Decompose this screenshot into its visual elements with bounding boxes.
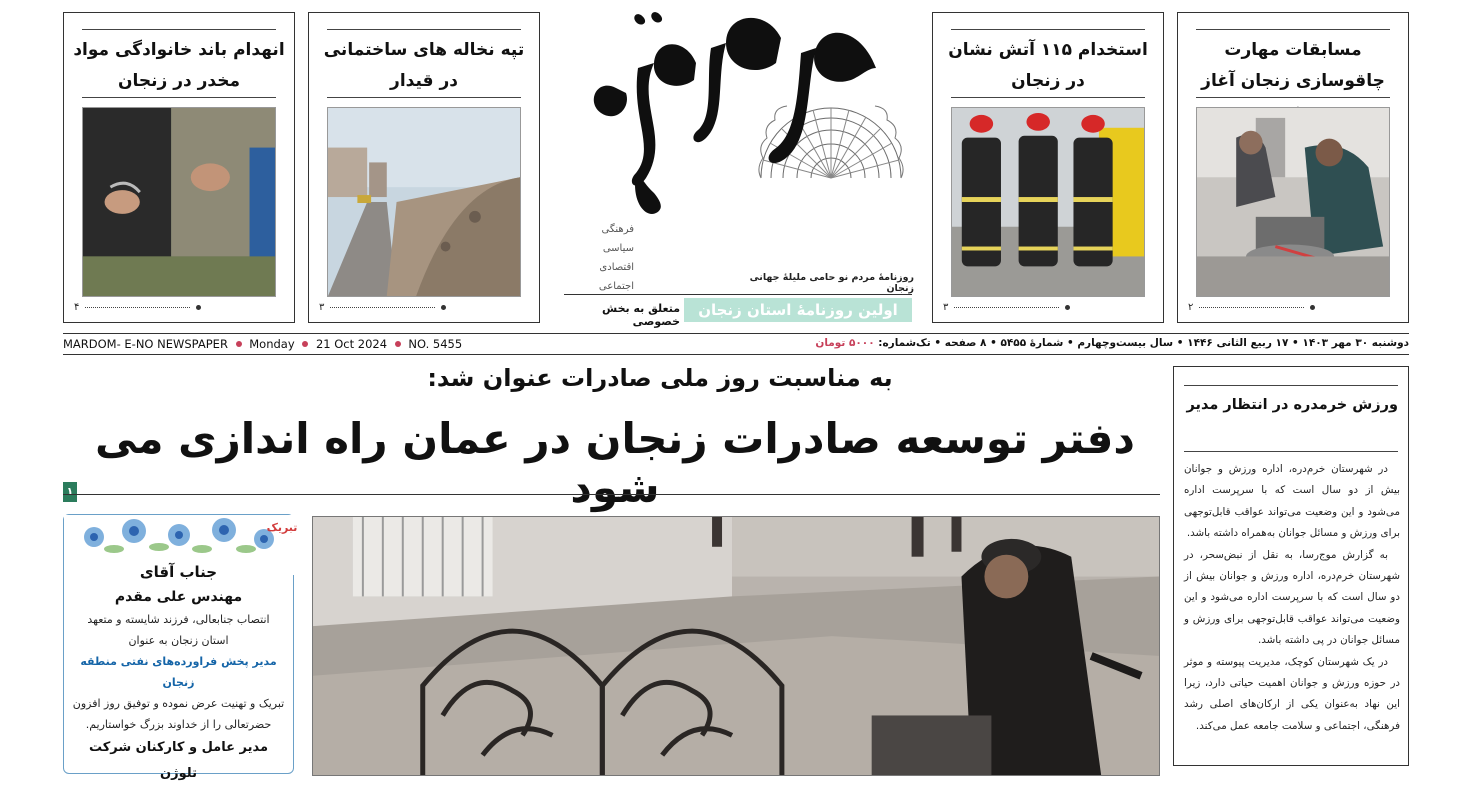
- bullet-icon: [395, 341, 401, 347]
- divider: [951, 29, 1145, 30]
- divider: [951, 97, 1145, 98]
- page-ref[interactable]: [319, 302, 446, 313]
- teaser-drug-gang[interactable]: [63, 12, 295, 323]
- teaser-firefighters[interactable]: [932, 12, 1164, 323]
- bullet-icon: [196, 305, 201, 310]
- lead-photo[interactable]: [312, 516, 1160, 776]
- teaser-debris[interactable]: [308, 12, 540, 323]
- dateline-persian: [815, 337, 1409, 349]
- mardom-e-no-logo: [576, 8, 916, 228]
- price: ۵۰۰۰ تومان: [815, 337, 875, 349]
- bullet-icon: [302, 341, 308, 347]
- bullet-icon: [236, 341, 242, 347]
- divider: [1196, 29, 1390, 30]
- divider: [327, 97, 521, 98]
- divider: [63, 494, 1160, 495]
- ad-text: تبریک و تهنیت عرض نموده و توفیق روز افزون: [72, 697, 285, 710]
- ad-signature: مدیر عامل و کارکنان شرکت تلوژن: [88, 740, 269, 781]
- dateline-english: [63, 337, 462, 351]
- teaser-knife-making[interactable]: [1177, 12, 1409, 323]
- ad-text: حضرتعالی را از خداوند بزرگ خواستاریم.: [85, 718, 272, 731]
- article-paragraph: در یک شهرستان کوچک، مدیریت پیوسته و موثر در حوزه ورزش و جوانان اهمیت حیاتی دارد، زیرا این نهاد به‌عنوان یکی از ارکان‌های اصلی رشد فرهنگی، اجتماعی و سلامت جامعه عمل می‌کند.: [1184, 655, 1400, 732]
- ad-text: استان زنجان به عنوان: [128, 634, 229, 647]
- divider: [1184, 385, 1398, 386]
- ad-honoree: مهندس علی مقدم: [114, 589, 243, 605]
- divider: [330, 307, 435, 308]
- bullet-icon: [441, 305, 446, 310]
- bullet-icon: [1310, 305, 1315, 310]
- masthead-tagline: روزنامهٔ مردم نو حامی ملیلهٔ جهانی زنجان: [749, 272, 914, 294]
- masthead: [556, 8, 918, 326]
- genre-item: فرهنگی: [601, 224, 634, 235]
- page-number: ۲: [1188, 302, 1194, 313]
- divider: [85, 307, 190, 308]
- article-paragraph: به گزارش موج‌رسا، به نقل از نبض‌سحر، در شهرستان خرم‌دره، اداره ورزش و جوانان بیش از دو سال است که با سرپرست اداره می‌شود و این وضعیت می‌تواند عواقب قابل‌توجهی برای ورزش و مسائل جوانان در پی داشته باشد.: [1184, 548, 1400, 647]
- divider: [954, 307, 1059, 308]
- handcuffs-photo: [82, 107, 276, 297]
- newspaper-name: MARDOM- E-NO NEWSPAPER: [63, 337, 228, 351]
- dateline-bar: [63, 333, 1409, 355]
- ad-position: مدیر پخش فراورده‌های نفتی منطقه زنجان: [80, 655, 277, 689]
- firefighters-photo: [951, 107, 1145, 297]
- article-paragraph: در شهرستان خرم‌دره، اداره ورزش و جوانان بیش از دو سال است که با سرپرست اداره می‌شود و این وضعیت می‌تواند عواقب قابل‌توجهی برای ورزش و مسائل جوانان به‌همراه داشته باشد.: [1184, 463, 1400, 540]
- genres-list: [586, 220, 634, 296]
- sidebar-article[interactable]: [1173, 366, 1409, 766]
- article-body: [1184, 459, 1400, 737]
- ad-text: انتصاب جنابعالی، فرزند شایسته و متعهد: [87, 613, 270, 626]
- page-number: ۳: [943, 302, 949, 313]
- divider: [1196, 97, 1390, 98]
- bullet-icon: [1065, 305, 1070, 310]
- divider: [1184, 451, 1398, 452]
- weekday: Monday: [249, 337, 295, 351]
- lead-headline[interactable]: دفتر توسعه صادرات زنجان در عمان راه اندازی می شود: [95, 414, 1135, 512]
- divider: [327, 29, 521, 30]
- genre-item: سیاسی: [602, 243, 634, 254]
- teaser-title[interactable]: انهدام باند خانوادگی مواد مخدر در زنجان: [73, 40, 285, 91]
- teaser-title[interactable]: مسابقات مهارت چاقوسازی زنجان آغاز: [1201, 40, 1385, 91]
- genre-item: اقتصادی: [599, 262, 634, 273]
- article-title[interactable]: ورزش خرمدره در انتظار مدیر: [1186, 397, 1398, 413]
- page-ref[interactable]: [1188, 302, 1315, 313]
- date-details: دوشنبه ۳۰ مهر ۱۴۰۳ • ۱۷ ربیع الثانی ۱۴۴۶ • سال بیست‌وچهارم • شمارهٔ ۵۴۵۵ • ۸ صفحه • تک‌شماره:: [878, 337, 1409, 349]
- page-ref[interactable]: [74, 302, 201, 313]
- teaser-title[interactable]: تپه نخاله های ساختمانی در قیدار: [323, 40, 525, 91]
- divider: [564, 294, 912, 295]
- lead-kicker: به مناسبت روز ملی صادرات عنوان شد:: [427, 364, 893, 392]
- date: 21 Oct 2024: [315, 337, 388, 351]
- ad-salutation: جناب آقای: [139, 563, 218, 581]
- divider: [82, 29, 276, 30]
- page-badge: ۱: [63, 482, 77, 502]
- genre-item: اجتماعی: [598, 281, 634, 292]
- congratulations-ad[interactable]: [63, 514, 298, 781]
- debris-photo: [327, 107, 521, 297]
- divider: [1199, 307, 1304, 308]
- page-number: ۴: [74, 302, 80, 313]
- ad-badge: تبریک: [266, 521, 298, 534]
- page-ref[interactable]: [943, 302, 1070, 313]
- issue-number: NO. 5455: [408, 337, 463, 351]
- ownership-note: متعلق به بخش خصوصی: [602, 302, 680, 328]
- page-number: ۳: [319, 302, 325, 313]
- divider: [82, 97, 276, 98]
- first-daily-banner: اولین روزنامهٔ استان زنجان: [684, 298, 912, 322]
- teaser-title[interactable]: استخدام ۱۱۵ آتش نشان در زنجان: [948, 40, 1148, 91]
- knife-making-photo: [1196, 107, 1390, 297]
